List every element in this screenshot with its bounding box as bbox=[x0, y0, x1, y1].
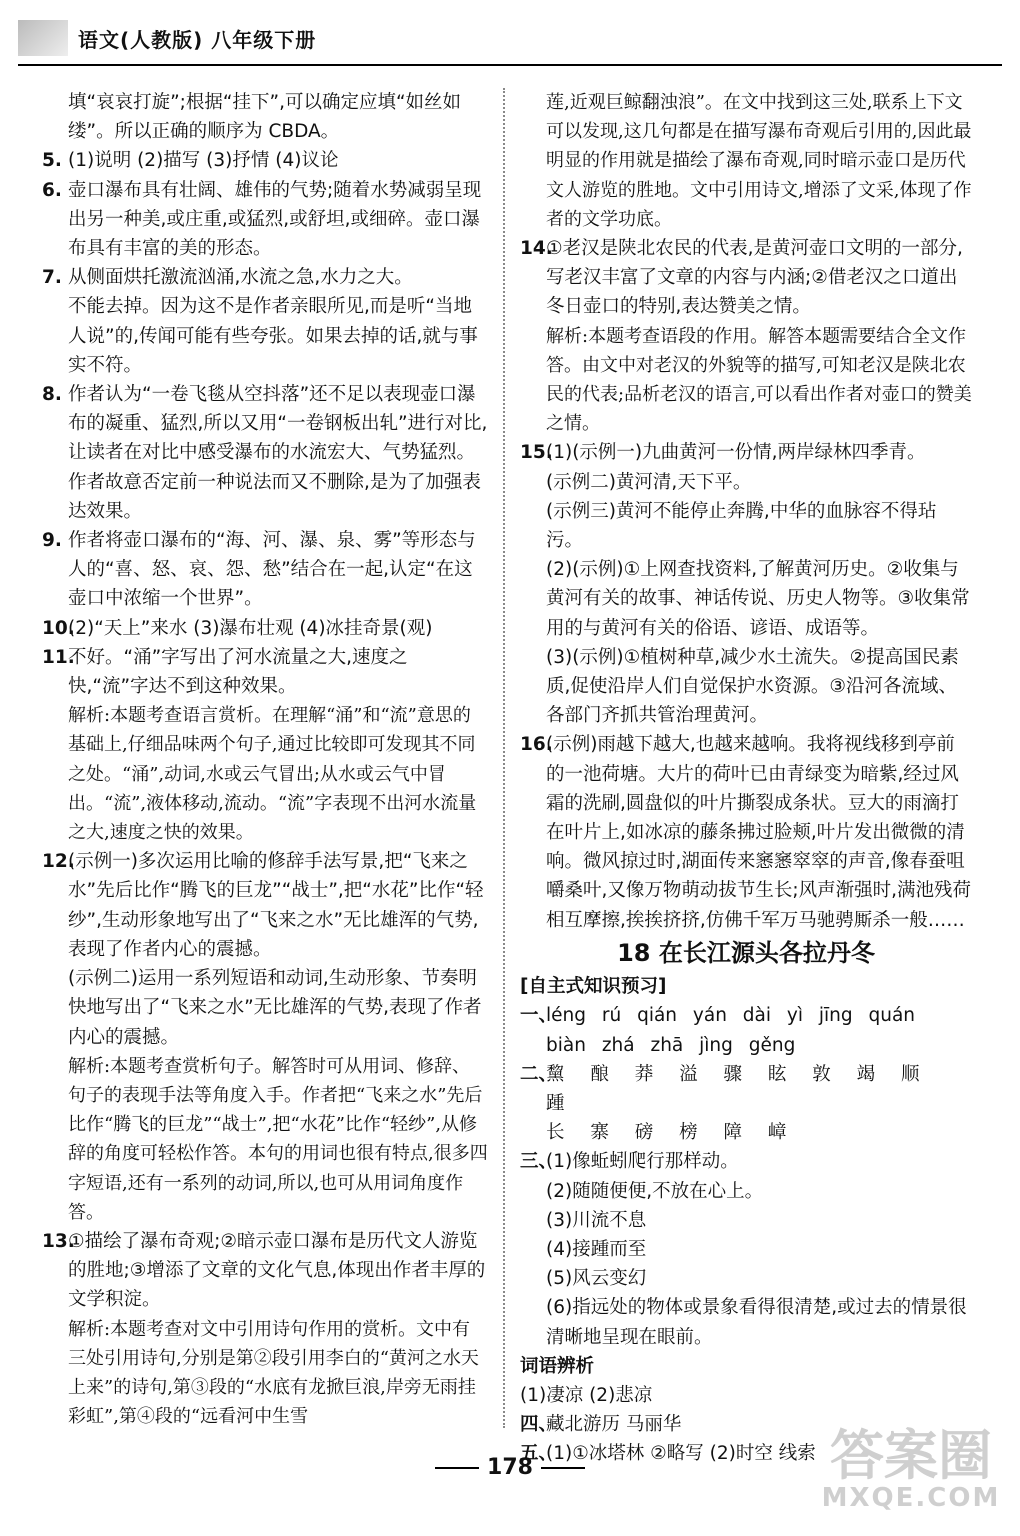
answer-text: 缕”。所以正确的顺序为 CBDA。 bbox=[68, 121, 340, 143]
answer-text: 不好。“涌”字写出了河水流量之大,速度之快,“流”字达不到这种效果。 bbox=[68, 646, 408, 698]
answer-line bbox=[520, 643, 972, 731]
answer-line bbox=[42, 614, 488, 643]
answer-text: (2)随随便便,不放在心上。 bbox=[546, 1180, 764, 1202]
header-title: 语文(人教版) 八年级下册 bbox=[78, 27, 317, 52]
answer-line bbox=[520, 1031, 972, 1060]
question-number: 三、 bbox=[520, 1151, 558, 1173]
question-number: 12. bbox=[42, 851, 75, 873]
answer-line bbox=[520, 1001, 972, 1030]
answer-line bbox=[42, 146, 488, 175]
answer-line bbox=[42, 526, 488, 614]
answer-text: ①老汉是陕北农民的代表,是黄河壶口文明的一部分,写老汉丰富了文章的内容与内涵;②借老汉之口道出冬日壶口的特别,表达赞美之情。 bbox=[546, 238, 963, 318]
answer-text: (1)(示例一)九曲黄河一份情,两岸绿林四季青。 bbox=[546, 442, 926, 464]
answer-text: 解析:本题考查对文中引用诗句作用的赏析。文中有三处引用诗句,分别是第②段引用李白的“黄河之水天上来”的诗句,第③段的“水底有龙掀巨浪,岸旁无雨挂彩虹”,第④段的“远看河中生雪 bbox=[68, 1318, 479, 1428]
answer-line bbox=[520, 1147, 972, 1176]
answer-text: (示例二)黄河清,天下平。 bbox=[546, 471, 752, 493]
answer-text: 长 寨 磅 榜 障 嶂 bbox=[546, 1122, 797, 1144]
footer-dash-right bbox=[541, 1467, 585, 1469]
answer-line bbox=[42, 1227, 488, 1315]
page-header bbox=[18, 18, 316, 58]
answer-line bbox=[520, 1293, 972, 1351]
section-title: 18 在长江源头各拉丹冬 bbox=[617, 938, 875, 967]
answer-text: (2)“天上”来水 (3)瀑布壮观 (4)冰挂奇景(观) bbox=[68, 617, 433, 639]
answer-text: 黧 酿 莽 溢 骤 眩 敦 竭 顺 踵 bbox=[546, 1063, 930, 1114]
page-number: 178 bbox=[487, 1455, 533, 1480]
answer-line bbox=[520, 1118, 972, 1147]
answer-line bbox=[42, 117, 488, 146]
question-number: 16. bbox=[520, 734, 553, 756]
watermark-url: MXQE.COM bbox=[821, 1483, 1001, 1513]
question-number: 10. bbox=[42, 617, 75, 639]
answer-text: (3)(示例)①植树种草,减少水土流失。②提高国民素质,促使沿岸人们自觉保护水资源。③沿河各流域、各部门齐抓共管治理黄河。 bbox=[546, 646, 959, 727]
answer-line bbox=[520, 1206, 972, 1235]
answer-text: 解析:本题考查赏析句子。解答时可从用词、修辞、句子的表现手法等角度入手。作者把“飞来之水”先后比作“腾飞的巨龙”“战士”,把“水花”比作“轻纱”,从修辞的角度可轻松作答。本句的用词也很有特点,很多四字短语,还有一系列的动词,所以,也可从用词角度作答。 bbox=[68, 1055, 488, 1223]
question-number: 15. bbox=[520, 442, 553, 464]
answer-line bbox=[520, 468, 972, 497]
answer-line bbox=[520, 1352, 972, 1381]
answer-text: (2)(示例)①上网查找资料,了解黄河历史。②收集与黄河有关的故事、神话传说、历史人物等。③收集常用的与黄河有关的俗语、谚语、成语等。 bbox=[546, 559, 970, 639]
question-number: 14. bbox=[520, 238, 553, 260]
answer-line bbox=[520, 1177, 972, 1206]
question-number: 5. bbox=[42, 150, 62, 172]
question-number: 8. bbox=[42, 384, 62, 406]
answer-text: (1)凄凉 (2)悲凉 bbox=[520, 1384, 653, 1406]
answer-text: 填“哀哀打旋”;根据“挂下”,可以确定应填“如丝如 bbox=[68, 92, 462, 113]
preview-answers bbox=[520, 1001, 972, 1468]
answer-line bbox=[42, 292, 488, 380]
watermark-text: 答案圈 bbox=[830, 1424, 992, 1487]
column-divider bbox=[503, 88, 505, 1428]
answer-text: (3)川流不息 bbox=[546, 1209, 647, 1231]
answer-text: (1)说明 (2)描写 (3)抒情 (4)议论 bbox=[68, 150, 339, 172]
answer-text: (1)像蚯蚓爬行那样动。 bbox=[546, 1151, 739, 1173]
answer-text: (1)①冰塔林 ②略写 (2)时空 线索 bbox=[546, 1443, 816, 1465]
answer-line bbox=[42, 1052, 488, 1227]
answer-line bbox=[520, 1381, 972, 1410]
answer-line bbox=[42, 88, 488, 117]
question-number: 11. bbox=[42, 646, 75, 668]
answer-text: 从侧面烘托激流汹涌,水流之急,水力之大。 bbox=[68, 267, 413, 289]
question-number: 6. bbox=[42, 179, 62, 201]
answer-line bbox=[520, 555, 972, 643]
answer-text: biàn zhá zhā jìng gěng bbox=[546, 1034, 796, 1056]
question-number: 四、 bbox=[520, 1414, 558, 1436]
answer-text: 不能去掉。因为这不是作者亲眼所见,而是听“当地人说”的,传闻可能有些夸张。如果去掉的话,就与事实不符。 bbox=[68, 296, 478, 376]
footer-dash-left bbox=[435, 1467, 479, 1469]
question-number: 13. bbox=[42, 1230, 75, 1252]
answer-text: 藏北游历 马丽华 bbox=[546, 1414, 682, 1436]
answer-line bbox=[42, 176, 488, 264]
question-number: 二、 bbox=[520, 1063, 558, 1085]
answer-line bbox=[42, 847, 488, 964]
answer-line bbox=[520, 234, 972, 322]
answer-text: léng rú qián yán dài yì jīng quán bbox=[546, 1005, 916, 1027]
question-number: 9. bbox=[42, 530, 62, 552]
answer-line bbox=[520, 322, 972, 439]
answer-text: 词语辨析 bbox=[520, 1355, 595, 1377]
answer-text: (示例)雨越下越大,也越来越响。我将视线移到亭前的一池荷塘。大片的荷叶已由青绿变为暗紫,经过风霜的洗刷,圆盘似的叶片撕裂成条状。豆大的雨滴打在叶片上,如冰凉的藤条拂过脸颊,叶片发出微微的清响。微风掠过时,湖面传来窸窸窣窣的声音,像春蚕咀嚼桑叶,又像万物萌动拔节生长;风声渐强时,满池残荷相互摩擦,挨挨挤挤,仿佛千军万马驰骋厮杀一般…… bbox=[546, 734, 971, 931]
answer-text: (示例三)黄河不能停止奔腾,中华的血脉容不得玷污。 bbox=[546, 500, 937, 552]
question-number: 7. bbox=[42, 267, 62, 289]
answer-text: 解析:本题考查语言赏析。在理解“涌”和“流”意思的基础上,仔细品味两个句子,通过比较即可发现其不同之处。“涌”,动词,水或云气冒出;从水或云气中冒出。“流”,液体移动,流动。“流”字表现不出河水流量之大,速度之快的效果。 bbox=[68, 705, 477, 844]
right-answers bbox=[520, 88, 972, 935]
question-number: 五、 bbox=[520, 1443, 558, 1465]
answer-line bbox=[520, 88, 972, 234]
right-column bbox=[520, 88, 972, 1469]
answer-line bbox=[42, 964, 488, 1052]
answer-line bbox=[520, 1235, 972, 1264]
answer-line bbox=[520, 730, 972, 934]
answer-text: (示例一)多次运用比喻的修辞手法写景,把“飞来之水”先后比作“腾飞的巨龙”“战士”,把“水花”比作“轻纱”,生动形象地写出了“飞来之水”无比雄浑的气势,表现了作者内心的震撼。 bbox=[68, 851, 484, 960]
answer-text: 解析:本题考查语段的作用。解答本题需要结合全文作答。由文中对老汉的外貌等的描写,可知老汉是陕北农民的代表;品析老汉的语言,可以看出作者对壶口的赞美之情。 bbox=[546, 325, 972, 435]
answer-text: (示例二)运用一系列短语和动词,生动形象、节奏明快地写出了“飞来之水”无比雄浑的气势,表现了作者内心的震撼。 bbox=[68, 968, 482, 1048]
answer-text: 作者认为“一卷飞毯从空抖落”还不足以表现壶口瀑布的凝重、猛烈,所以又用“一卷钢板出轧”进行对比,让读者在对比中感受瀑布的水流宏大、气势猛烈。作者故意否定前一种说法而又不删除,是为了加强表达效果。 bbox=[68, 384, 488, 522]
answer-text: ①描绘了瀑布奇观;②暗示壶口瀑布是历代文人游览的胜地;③增添了文章的文化气息,体现出作者丰厚的文学积淀。 bbox=[68, 1230, 486, 1311]
answer-line bbox=[520, 497, 972, 555]
answer-line bbox=[42, 380, 488, 526]
answer-line bbox=[42, 263, 488, 292]
answer-line bbox=[520, 1060, 972, 1118]
answer-line bbox=[42, 643, 488, 701]
answer-text: (4)接踵而至 bbox=[546, 1238, 647, 1260]
answer-text: (5)风云变幻 bbox=[546, 1268, 647, 1290]
answer-line bbox=[520, 438, 972, 467]
question-number: 一、 bbox=[520, 1005, 558, 1027]
answer-text: (6)指远处的物体或景象看得很清楚,或过去的情景很清晰地呈现在眼前。 bbox=[546, 1297, 967, 1348]
header-rule bbox=[18, 64, 1002, 66]
header-logo-block bbox=[18, 20, 68, 56]
left-column bbox=[42, 88, 488, 1431]
answer-text: 壶口瀑布具有壮阔、雄伟的气势;随着水势减弱呈现出另一种美,或庄重,或猛烈,或舒坦,或细碎。壶口瀑布具有丰富的美的形态。 bbox=[68, 179, 482, 260]
answer-text: 莲,近观巨鲸翻浊浪”。在文中找到这三处,联系上下文可以发现,这几句都是在描写瀑布奇观后引用的,因此最明显的作用就是描绘了瀑布奇观,同时暗示壶口是历代文人游览的胜地。文中引用诗文,增添了文采,体现了作者的文学功底。 bbox=[546, 92, 972, 230]
answer-line bbox=[42, 1315, 488, 1432]
preview-label: [自主式知识预习] bbox=[520, 976, 667, 998]
answer-text: 作者将壶口瀑布的“海、河、瀑、泉、雾”等形态与人的“喜、怒、哀、怨、愁”结合在一起,认定“在这壶口中浓缩一个世界”。 bbox=[68, 530, 476, 610]
answer-line bbox=[42, 701, 488, 847]
watermark-logo bbox=[816, 1424, 1006, 1528]
answer-line bbox=[520, 1264, 972, 1293]
